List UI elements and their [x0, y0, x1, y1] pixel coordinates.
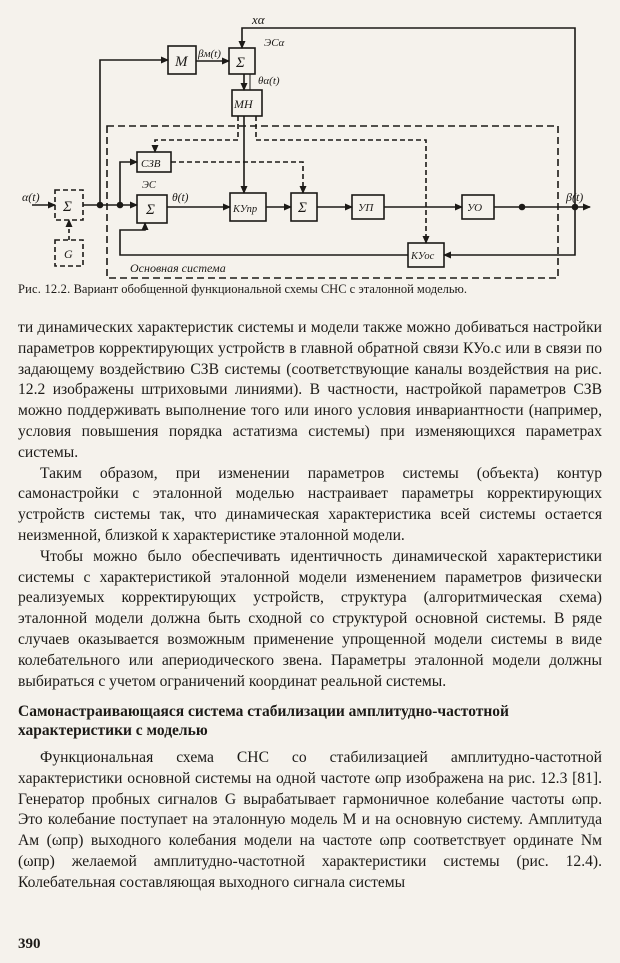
paragraph: ти динамических характеристик системы и модели также можно добиваться настройки параметров корректирующих устройств в главной обратной связи КУо.с или в связи по задающему воздействию СЗВ системы (соответствующие каналы воздействия на рис. 12.2 изображены штриховыми линиями). В частности, настройкой параметров СЗВ можно поддерживать выполнение того или иного условия инвариантности (например, условия повышения порядка астатизма системы) при изменяющихся параметрах системы. — [18, 319, 602, 461]
label-czv: СЗВ — [141, 158, 161, 170]
label-sum-in: Σ — [63, 199, 72, 215]
label-zc: ЭC — [142, 180, 156, 191]
label-m: M — [175, 54, 188, 70]
paragraph: Функциональная схема СНС со стабилизацией амплитудно-частотной характеристики основной системы на одной частоте ωпр изображена на рис. 12.3 [81]. Генератор пробных сигналов G вырабатывает гармоничное колебание частоты ωпр. Это колебание поступает на эталонную модель M и на основную систему. Амплитуда Aм (ωпр) выходного колебания модели на частоте ωпр соответствует ординате Nм (ωпр) желаемой амплитудно-частотной характеристики системы (рис. 12.4). Колебательная составляющая выходного сигнала системы — [18, 749, 602, 891]
page-number: 390 — [18, 936, 41, 952]
label-ku-pr: КУпр — [233, 204, 258, 215]
label-uo: УО — [467, 202, 483, 214]
figure-number: Рис. 12.2. — [18, 282, 71, 296]
label-sum-mid: Σ — [298, 200, 307, 216]
figure-caption — [18, 282, 598, 297]
label-g: G — [64, 247, 73, 261]
label-main-system: Основная система — [130, 261, 226, 275]
functional-diagram — [0, 0, 620, 282]
paragraph: Таким образом, при изменении параметров системы (объекта) контур самонастройки с эталонной моделью настраивает параметры корректирующих устройств системы так, что динамическая характеристика всей системы остается неизменной, близкой к характеристике эталонной модели. — [18, 464, 602, 544]
body-text-block — [18, 318, 602, 692]
paragraph: Чтобы можно было обеспечивать идентичность динамической характеристики системы с характеристикой эталонной модели изменением параметров физически реализуемых корректирующих устройств, структура (алгоритмическая схема) эталонной модели должна быть сходной со структурой основной системы. В ряде случаев оказывается возможным применение упрощенной модели системы в виде колебательного или апериодического звена. Параметры эталонной модели должны выбираться с учетом ограничений координат реальной системы. — [18, 547, 602, 690]
label-mh: MH — [234, 97, 253, 111]
label-zc-a: ЭCα — [264, 37, 285, 49]
label-theta: θ(t) — [172, 192, 189, 204]
label-ku-os: КУос — [411, 251, 435, 262]
label-beta: β(t) — [566, 190, 584, 204]
label-up: УП — [358, 202, 374, 214]
label-alpha: α(t) — [22, 190, 40, 204]
figure-caption-text: Вариант обобщенной функциональной схемы СНС с эталонной моделью. — [73, 282, 468, 296]
label-beta-m: βм(t) — [198, 48, 221, 60]
section-heading: Самонастраивающаяся система стабилизации амплитудно-частотной характеристики с моделью — [18, 703, 509, 739]
label-sum-top: Σ — [236, 55, 245, 71]
label-x-a: xα — [252, 12, 265, 27]
label-sum-main: Σ — [146, 202, 155, 218]
body-text-block-2 — [18, 748, 602, 894]
label-theta-a: θα(t) — [258, 75, 280, 87]
